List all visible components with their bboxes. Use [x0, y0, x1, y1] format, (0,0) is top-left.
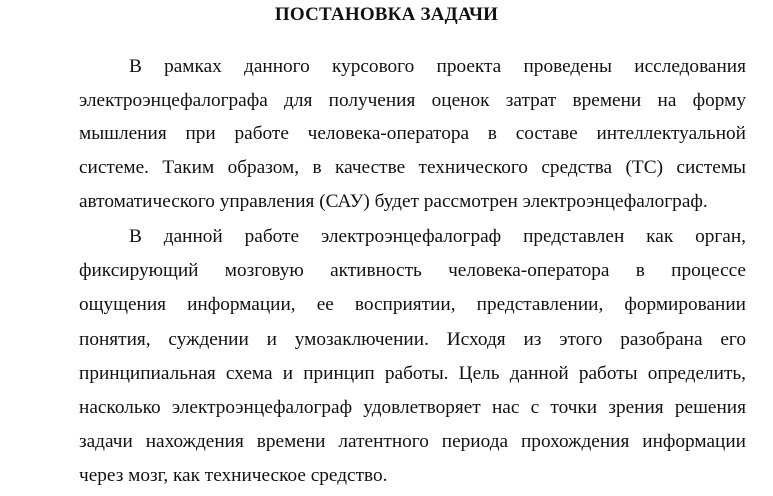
- paragraph-line: понятия, суждении и умозаключении. Исходя из этого разобрана его: [79, 329, 746, 350]
- paragraph-line: фиксирующий мозговую активность человека-оператора в процессе: [79, 260, 746, 281]
- paragraph-line: В данной работе электроэнцефалограф представлен как орган,: [129, 226, 746, 247]
- paragraph-line: принципиальная схема и принцип работы. Цель данной работы определить,: [79, 363, 746, 384]
- paragraph-line: ощущения информации, ее восприятии, представлении, формировании: [79, 294, 746, 315]
- paragraph-line: через мозг, как техническое средство.: [79, 465, 388, 486]
- paragraph-line: автоматического управления (САУ) будет рассмотрен электроэнцефалограф.: [79, 191, 708, 212]
- paragraph-line: электроэнцефалографа для получения оценок затрат времени на форму: [79, 90, 746, 111]
- paragraph-line: системе. Таким образом, в качестве технического средства (ТС) системы: [79, 157, 746, 178]
- paragraph-line: мышления при работе человека-оператора в составе интеллектуальной: [79, 123, 746, 144]
- paragraph-line: В рамках данного курсового проекта проведены исследования: [129, 56, 746, 77]
- paragraph-line: задачи нахождения времени латентного периода прохождения информации: [79, 431, 746, 452]
- document-title: ПОСТАНОВКА ЗАДАЧИ: [274, 4, 499, 25]
- paragraph-line: насколько электроэнцефалограф удовлетворяет нас с точки зрения решения: [79, 397, 746, 418]
